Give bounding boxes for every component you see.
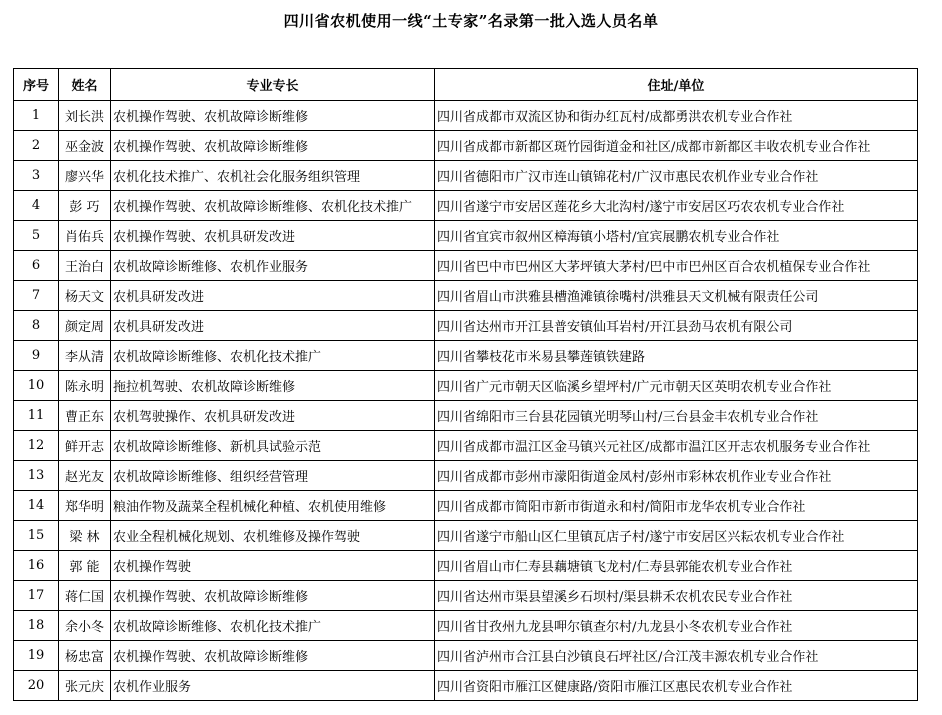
row-address: 四川省巴中市巴州区大茅坪镇大茅村/巴中市巴州区百合农机植保专业合作社 (435, 251, 918, 281)
table-row (14, 641, 918, 671)
table-row (14, 611, 918, 641)
row-address: 四川省泸州市合江县白沙镇良石坪社区/合江茂丰源农机专业合作社 (435, 641, 918, 671)
row-address: 四川省攀枝花市米易县攀莲镇铁建路 (435, 341, 918, 371)
row-number: 13 (14, 461, 59, 491)
row-address: 四川省达州市开江县普安镇仙耳岩村/开江县劲马农机有限公司 (435, 311, 918, 341)
row-name: 赵光友 (59, 461, 111, 491)
row-address: 四川省成都市新都区斑竹园街道金和社区/成都市新都区丰收农机专业合作社 (435, 131, 918, 161)
row-address: 四川省成都市简阳市新市街道永和村/简阳市龙华农机专业合作社 (435, 491, 918, 521)
row-address: 四川省眉山市洪雅县槽渔滩镇徐嘴村/洪雅县天文机械有限责任公司 (435, 281, 918, 311)
table-row (14, 551, 918, 581)
row-specialty: 农机操作驾驶 (111, 551, 435, 581)
table-row (14, 161, 918, 191)
row-address: 四川省绵阳市三台县花园镇光明琴山村/三台县金丰农机专业合作社 (435, 401, 918, 431)
row-specialty: 粮油作物及蔬菜全程机械化种植、农机使用维修 (111, 491, 435, 521)
row-number: 18 (14, 611, 59, 641)
row-address: 四川省遂宁市安居区莲花乡大北沟村/遂宁市安居区巧农农机专业合作社 (435, 191, 918, 221)
row-number: 7 (14, 281, 59, 311)
row-specialty: 农机故障诊断维修、农机作业服务 (111, 251, 435, 281)
row-specialty: 农机具研发改进 (111, 311, 435, 341)
row-number: 20 (14, 671, 59, 701)
row-specialty: 农机操作驾驶、农机故障诊断维修 (111, 131, 435, 161)
table-row (14, 251, 918, 281)
row-number: 8 (14, 311, 59, 341)
row-number: 16 (14, 551, 59, 581)
row-address: 四川省德阳市广汉市连山镇锦花村/广汉市惠民农机作业专业合作社 (435, 161, 918, 191)
table-row (14, 371, 918, 401)
row-number: 12 (14, 431, 59, 461)
row-name: 陈永明 (59, 371, 111, 401)
row-specialty: 拖拉机驾驶、农机故障诊断维修 (111, 371, 435, 401)
table-row (14, 281, 918, 311)
roster-table (13, 68, 918, 701)
row-specialty: 农机故障诊断维修、新机具试验示范 (111, 431, 435, 461)
table-row (14, 191, 918, 221)
row-name: 彭 巧 (59, 191, 111, 221)
table-row (14, 671, 918, 701)
row-number: 4 (14, 191, 59, 221)
row-number: 10 (14, 371, 59, 401)
row-name: 颜定周 (59, 311, 111, 341)
row-name: 郭 能 (59, 551, 111, 581)
row-name: 梁 林 (59, 521, 111, 551)
row-specialty: 农机操作驾驶、农机故障诊断维修 (111, 101, 435, 131)
header-name: 姓名 (59, 69, 111, 101)
row-address: 四川省甘孜州九龙县呷尔镇查尔村/九龙县小冬农机专业合作社 (435, 611, 918, 641)
row-specialty: 农机操作驾驶、农机故障诊断维修、农机化技术推广 (111, 191, 435, 221)
row-name: 杨天文 (59, 281, 111, 311)
table-row (14, 311, 918, 341)
row-address: 四川省达州市渠县望溪乡石坝村/渠县耕禾农机农民专业合作社 (435, 581, 918, 611)
row-name: 肖佑兵 (59, 221, 111, 251)
row-name: 鲜开志 (59, 431, 111, 461)
row-number: 11 (14, 401, 59, 431)
table-header-row (14, 69, 918, 101)
row-address: 四川省眉山市仁寿县藕塘镇飞龙村/仁寿县郭能农机专业合作社 (435, 551, 918, 581)
row-number: 19 (14, 641, 59, 671)
row-address: 四川省成都市温江区金马镇兴元社区/成都市温江区开志农机服务专业合作社 (435, 431, 918, 461)
row-name: 杨忠富 (59, 641, 111, 671)
row-number: 17 (14, 581, 59, 611)
row-address: 四川省资阳市雁江区健康路/资阳市雁江区惠民农机专业合作社 (435, 671, 918, 701)
row-specialty: 农机故障诊断维修、农机化技术推广 (111, 341, 435, 371)
table-row (14, 341, 918, 371)
row-number: 2 (14, 131, 59, 161)
row-specialty: 农机故障诊断维修、农机化技术推广 (111, 611, 435, 641)
row-number: 1 (14, 101, 59, 131)
row-name: 廖兴华 (59, 161, 111, 191)
row-number: 14 (14, 491, 59, 521)
table-row (14, 101, 918, 131)
document-title: 四川省农机使用一线“土专家”名录第一批入选人员名单 (283, 12, 659, 30)
row-specialty: 农机化技术推广、农机社会化服务组织管理 (111, 161, 435, 191)
header-number: 序号 (14, 69, 59, 101)
row-name: 李从清 (59, 341, 111, 371)
row-address: 四川省遂宁市船山区仁里镇瓦店子村/遂宁市安居区兴耘农机专业合作社 (435, 521, 918, 551)
row-number: 3 (14, 161, 59, 191)
row-specialty: 农机具研发改进 (111, 281, 435, 311)
row-specialty: 农机作业服务 (111, 671, 435, 701)
table-row (14, 581, 918, 611)
row-address: 四川省宜宾市叙州区樟海镇小塔村/宜宾展鹏农机专业合作社 (435, 221, 918, 251)
row-specialty: 农机操作驾驶、农机故障诊断维修 (111, 581, 435, 611)
row-address: 四川省成都市双流区协和街办红瓦村/成都勇洪农机专业合作社 (435, 101, 918, 131)
table-row (14, 401, 918, 431)
row-name: 郑华明 (59, 491, 111, 521)
table-row (14, 131, 918, 161)
row-specialty: 农业全程机械化规划、农机维修及操作驾驶 (111, 521, 435, 551)
row-specialty: 农机驾驶操作、农机具研发改进 (111, 401, 435, 431)
header-address: 住址/单位 (435, 69, 918, 101)
row-name: 余小冬 (59, 611, 111, 641)
table-row (14, 521, 918, 551)
header-specialty: 专业专长 (111, 69, 435, 101)
row-number: 9 (14, 341, 59, 371)
row-name: 蒋仁国 (59, 581, 111, 611)
row-number: 15 (14, 521, 59, 551)
row-number: 6 (14, 251, 59, 281)
row-number: 5 (14, 221, 59, 251)
row-name: 王治白 (59, 251, 111, 281)
row-name: 曹正东 (59, 401, 111, 431)
table-row (14, 491, 918, 521)
row-name: 巫金波 (59, 131, 111, 161)
row-name: 刘长洪 (59, 101, 111, 131)
table-row (14, 461, 918, 491)
row-name: 张元庆 (59, 671, 111, 701)
row-specialty: 农机故障诊断维修、组织经营管理 (111, 461, 435, 491)
row-specialty: 农机操作驾驶、农机故障诊断维修 (111, 641, 435, 671)
table-row (14, 431, 918, 461)
row-specialty: 农机操作驾驶、农机具研发改进 (111, 221, 435, 251)
row-address: 四川省成都市彭州市濛阳街道金凤村/彭州市彩林农机作业专业合作社 (435, 461, 918, 491)
table-row (14, 221, 918, 251)
row-address: 四川省广元市朝天区临溪乡望坪村/广元市朝天区英明农机专业合作社 (435, 371, 918, 401)
